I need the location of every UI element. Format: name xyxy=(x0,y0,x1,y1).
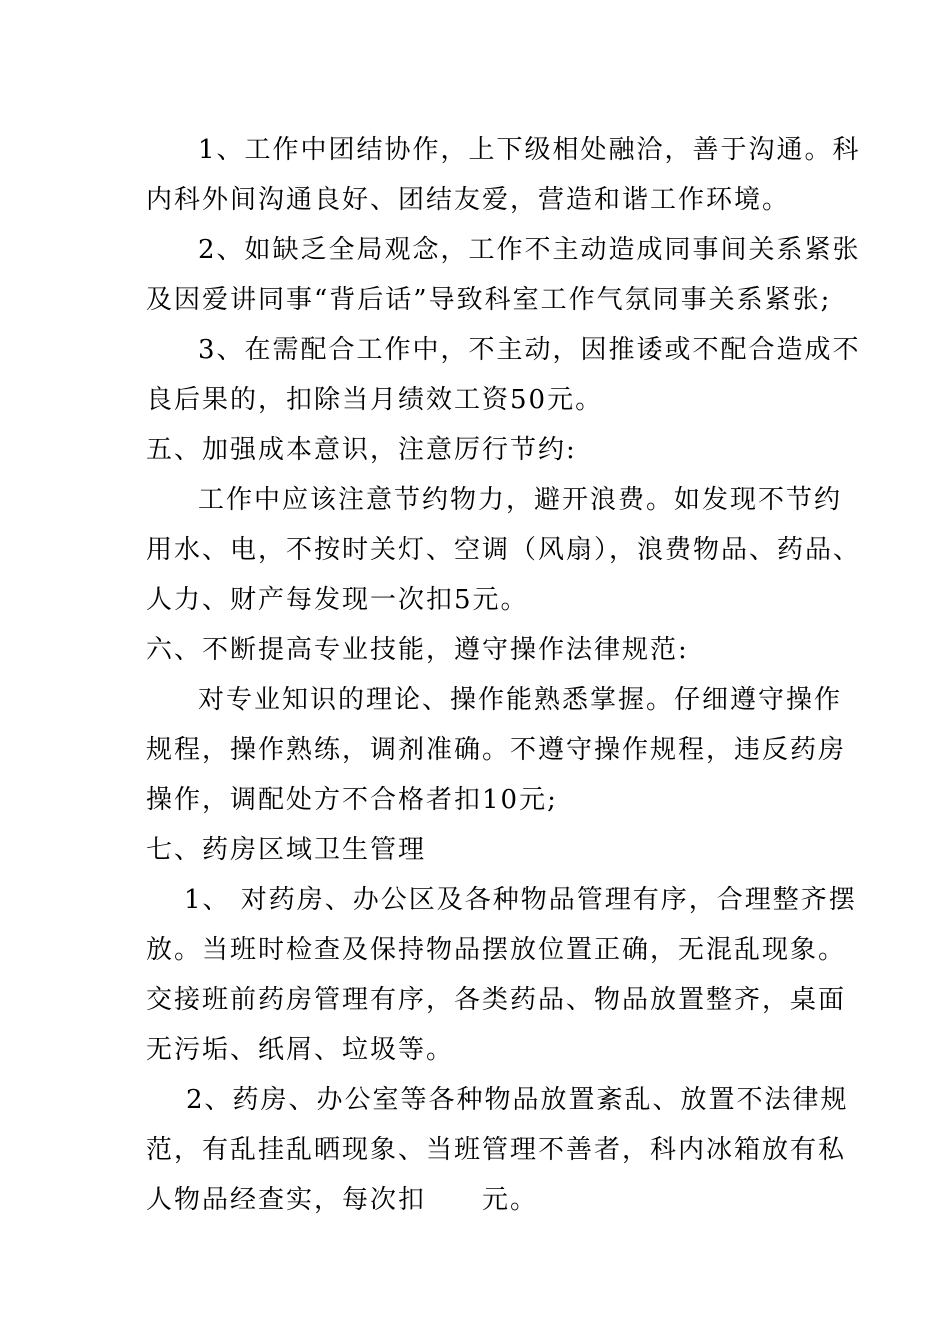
section-heading: 五、加强成本意识，注意厉行节约: xyxy=(146,435,577,465)
text-line: 良后果的，扣除当月绩效工资50元。 xyxy=(146,385,604,415)
text-line: 2、药房、办公室等各种物品放置紊乱、放置不法律规 xyxy=(186,1085,849,1115)
text-line: 工作中应该注意节约物力，避开浪费。如发现不节约 xyxy=(198,485,843,515)
section-heading: 六、不断提高专业技能，遵守操作法律规范: xyxy=(146,635,689,665)
text-line: 1、 对药房、办公区及各种物品管理有序，合理整齐摆 xyxy=(184,885,857,915)
text-line: 人力、财产每发现一次扣5元。 xyxy=(146,585,529,615)
text-line: 范，有乱挂乱晒现象、当班管理不善者，科内冰箱放有私 xyxy=(146,1135,847,1165)
section-heading: 七、药房区域卫生管理 xyxy=(146,835,427,865)
text-line: 交接班前药房管理有序，各类药品、物品放置整齐，桌面 xyxy=(146,985,847,1015)
text-line: 规程，操作熟练，调剂准确。不遵守操作规程，违反药房 xyxy=(146,735,847,765)
text-line: 人物品经查实，每次扣 元。 xyxy=(146,1185,539,1215)
text-line: 及因爱讲同事“背后话”导致科室工作气氛同事关系紧张; xyxy=(146,285,832,315)
text-line: 无污垢、纸屑、垃圾等。 xyxy=(146,1035,455,1065)
text-line: 对专业知识的理论、操作能熟悉掌握。仔细遵守操作 xyxy=(198,685,843,715)
text-line: 放。当班时检查及保持物品摆放位置正确，无混乱现象。 xyxy=(146,935,847,965)
text-line: 1、工作中团结协作，上下级相处融洽，善于沟通。科 xyxy=(198,135,861,165)
text-line: 用水、电，不按时关灯、空调（风扇），浪费物品、药品、 xyxy=(146,535,862,565)
text-line: 操作，调配处方不合格者扣10元; xyxy=(146,785,558,815)
text-line: 3、在需配合工作中，不主动，因推诿或不配合造成不 xyxy=(198,335,861,365)
text-line: 内科外间沟通良好、团结友爱，营造和谐工作环境。 xyxy=(146,185,791,215)
text-line: 2、如缺乏全局观念，工作不主动造成同事间关系紧张 xyxy=(198,235,861,265)
